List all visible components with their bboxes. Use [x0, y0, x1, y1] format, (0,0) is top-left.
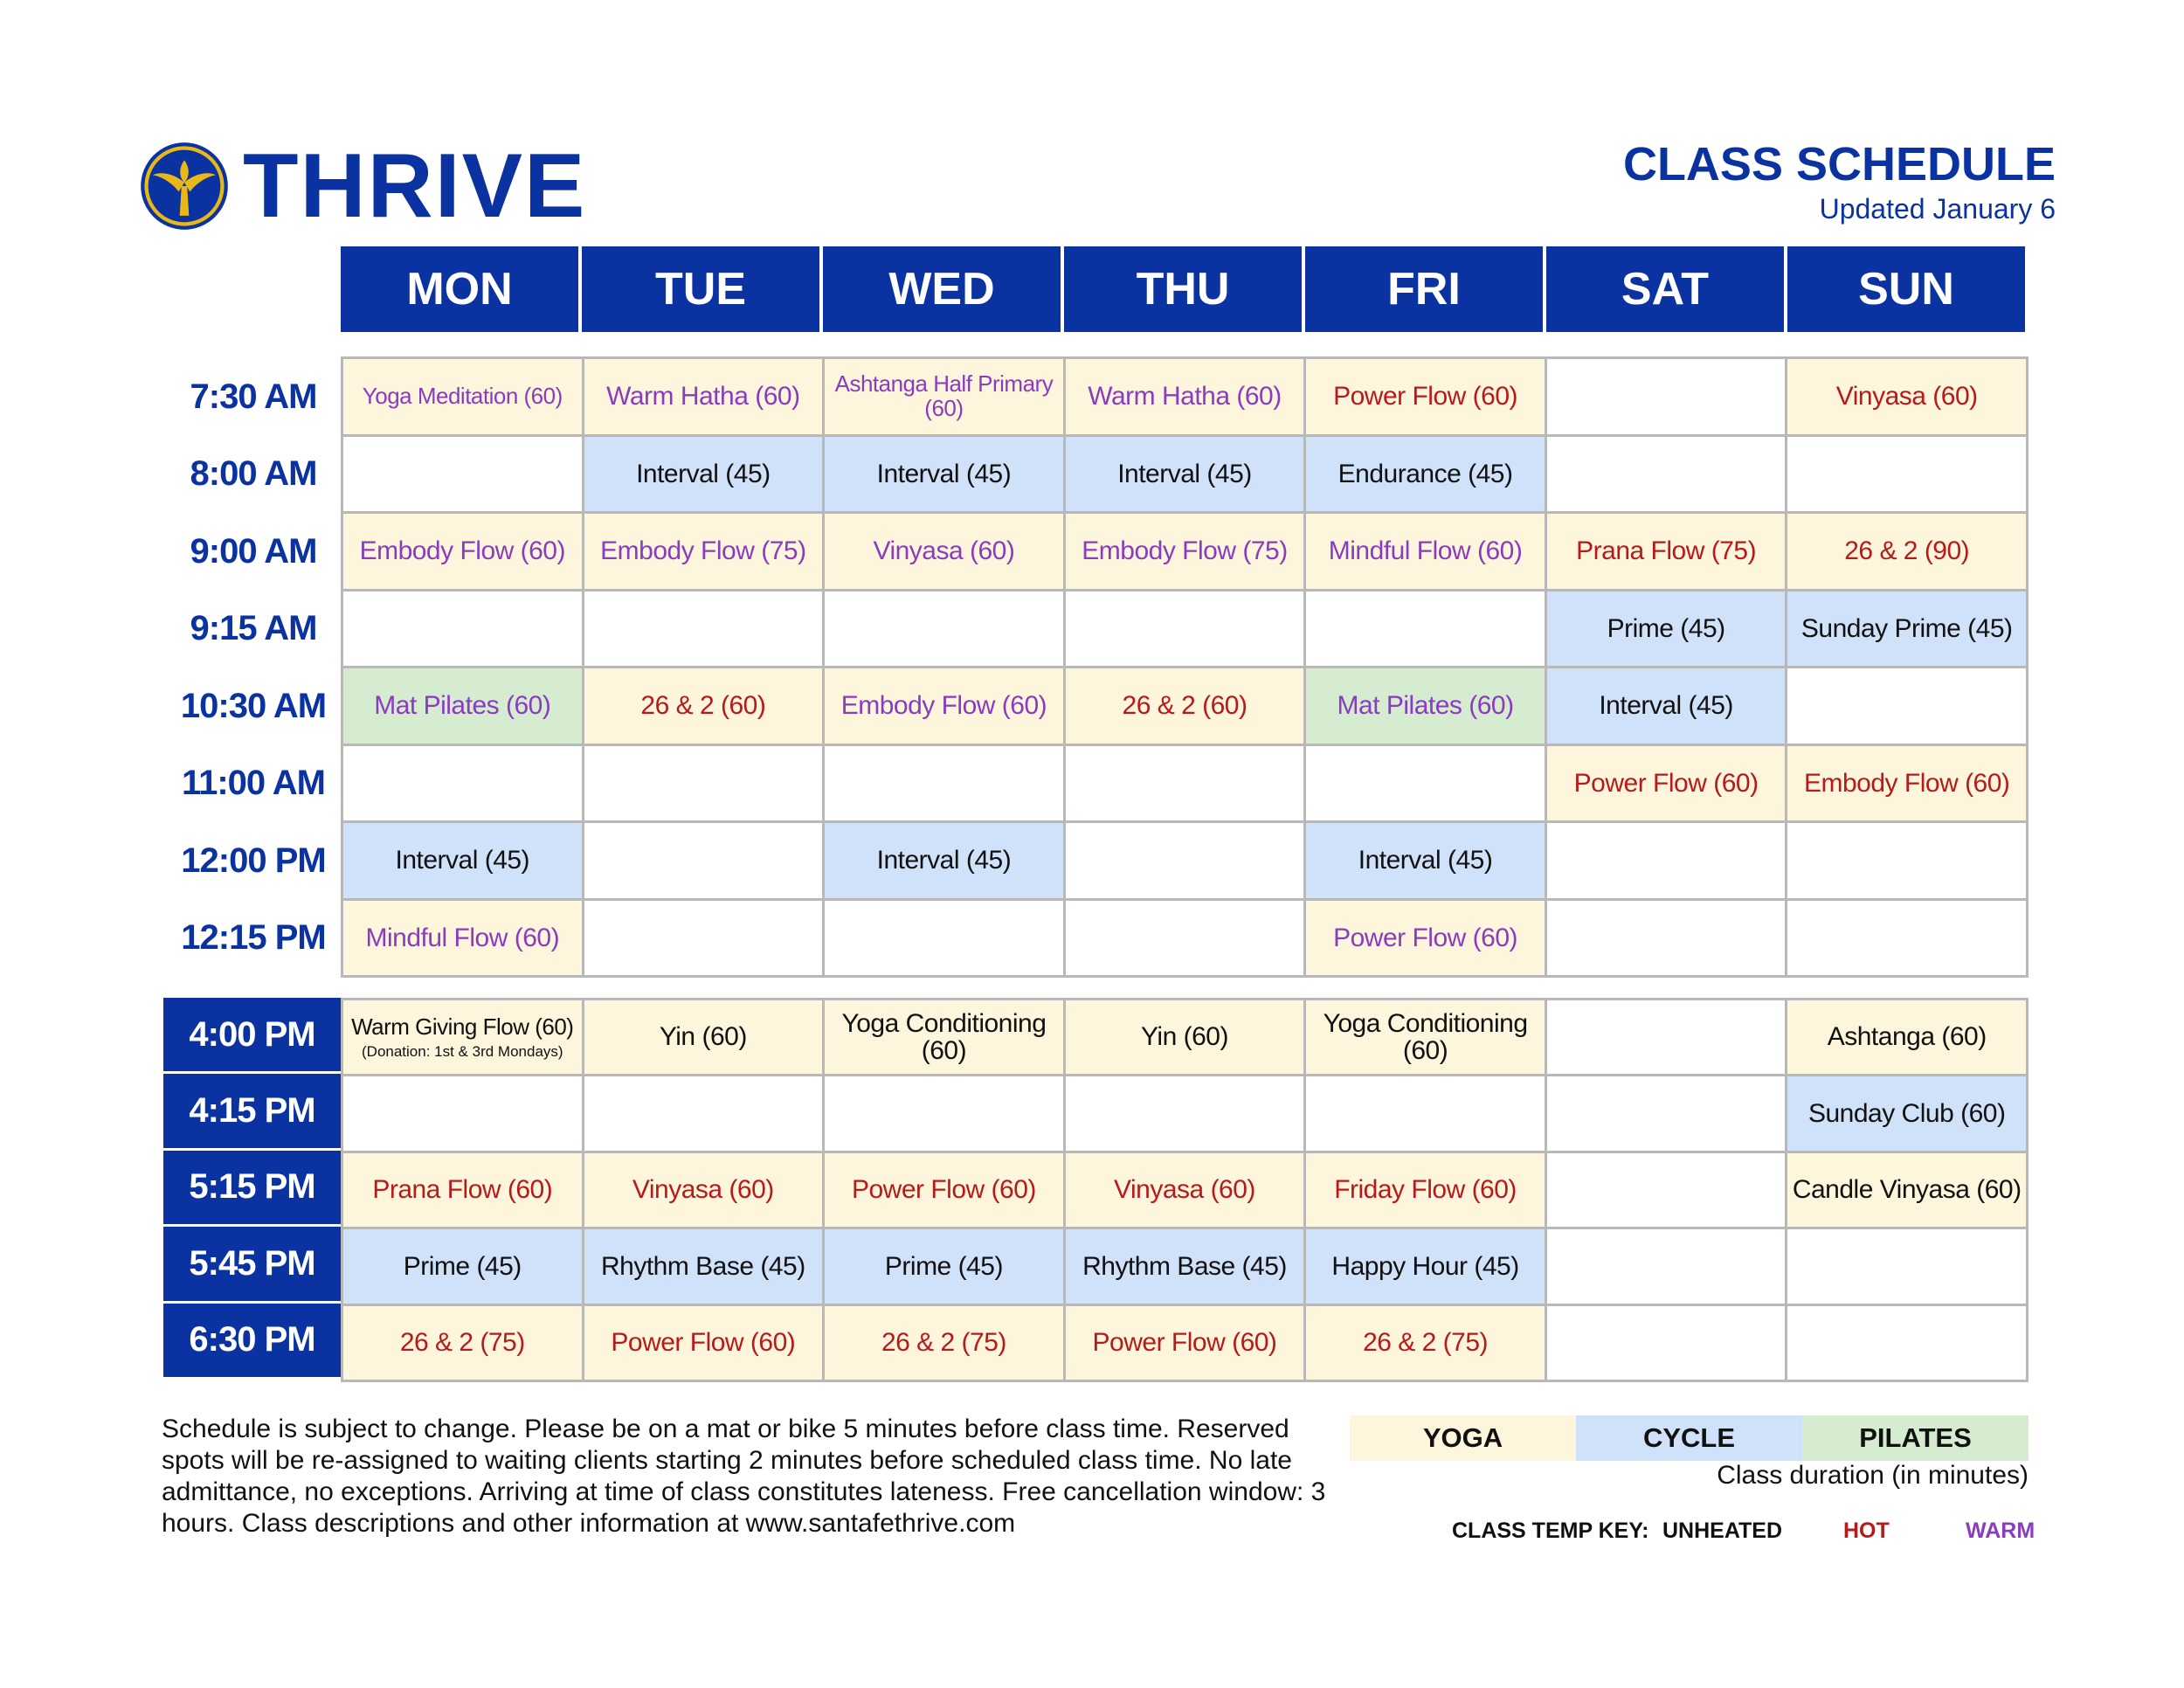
- class-name: Mat Pilates (60): [1337, 691, 1514, 720]
- class-name: Prime (45): [884, 1251, 1003, 1281]
- empty-cell: [825, 591, 1066, 669]
- empty-cell: [1787, 1306, 2028, 1382]
- class-name: Mindful Flow (60): [365, 923, 560, 952]
- empty-cell: [584, 591, 826, 669]
- class-cell: [343, 901, 584, 979]
- class-name: Interval (45): [876, 459, 1012, 488]
- class-cell: [584, 1000, 826, 1076]
- time-label: 11:00 AM: [182, 764, 325, 802]
- class-type-legend: [1350, 1415, 2028, 1461]
- empty-cell: [1547, 1000, 1788, 1076]
- class-name: 26 & 2 (60): [640, 691, 766, 720]
- class-name: Mindful Flow (60): [1328, 536, 1523, 565]
- empty-cell: [1787, 1229, 2028, 1305]
- schedule-policy-note: Schedule is subject to change. Please be on a mat or bike 5 minutes before class time. Reserved spots will be re-assigned to waiting clients starting 2 minutes before scheduled class time. No late admittance, no exceptions. Arriving at time of class constitutes lateness. Free cancellation window: 3 hours. Class descriptions and other information at www.santafethrive.com: [162, 1415, 1326, 1538]
- class-cell: [584, 1306, 826, 1382]
- empty-cell: [1306, 1076, 1547, 1152]
- temp-key-hot: HOT: [1843, 1519, 1890, 1543]
- class-name: Vinyasa (60): [1114, 1175, 1255, 1205]
- class-cell: [584, 437, 826, 515]
- class-name: 26 & 2 (75): [1363, 1328, 1489, 1357]
- class-cell: [1787, 1153, 2028, 1229]
- class-cell: [1787, 514, 2028, 591]
- brand-name: THRIVE: [243, 135, 587, 237]
- class-name: Yoga Meditation (60): [362, 383, 563, 410]
- empty-cell: [584, 1076, 826, 1152]
- class-name: Friday Flow (60): [1334, 1175, 1517, 1205]
- class-cell: [1306, 1153, 1547, 1229]
- empty-cell: [1066, 823, 1307, 901]
- empty-cell: [1306, 746, 1547, 824]
- empty-cell: [1066, 591, 1307, 669]
- class-name: Yoga Conditioning (60): [1323, 1008, 1528, 1066]
- class-name: Vinyasa (60): [632, 1175, 774, 1205]
- duration-note: Class duration (in minutes): [1717, 1461, 2028, 1490]
- class-name: Interval (45): [1599, 691, 1733, 720]
- class-cell: [825, 1306, 1066, 1382]
- empty-cell: [1547, 823, 1788, 901]
- class-cell: [584, 1229, 826, 1305]
- time-label: 9:00 AM: [190, 531, 317, 571]
- schedule-header: [1623, 140, 2056, 225]
- class-name: Embody Flow (60): [840, 691, 1047, 720]
- evening-schedule-grid: [341, 998, 2028, 1382]
- class-cell: [1306, 823, 1547, 901]
- class-cell: [343, 668, 584, 746]
- legend-cycle: CYCLE: [1576, 1415, 1802, 1461]
- class-cell: [825, 1000, 1066, 1076]
- class-name: Power Flow (60): [1092, 1328, 1277, 1357]
- class-name: Candle Vinyasa (60): [1792, 1175, 2022, 1205]
- empty-cell: [584, 746, 826, 824]
- class-cell: [1787, 1076, 2028, 1152]
- class-cell: [1066, 359, 1307, 437]
- class-name: Power Flow (60): [1333, 382, 1518, 411]
- class-cell: [1066, 1306, 1307, 1382]
- empty-cell: [1547, 901, 1788, 979]
- class-name: Rhythm Base (45): [600, 1251, 805, 1281]
- class-name: Interval (45): [876, 846, 1012, 875]
- class-cell: [1547, 668, 1788, 746]
- class-cell: [825, 514, 1066, 591]
- class-cell: [1066, 514, 1307, 591]
- empty-cell: [1547, 1153, 1788, 1229]
- empty-cell: [825, 901, 1066, 979]
- class-name: Vinyasa (60): [1835, 382, 1978, 411]
- class-cell: [584, 1153, 826, 1229]
- class-name: Vinyasa (60): [873, 536, 1015, 565]
- empty-cell: [1547, 359, 1788, 437]
- empty-cell: [584, 901, 826, 979]
- class-name: 26 & 2 (75): [399, 1328, 525, 1357]
- empty-cell: [1066, 746, 1307, 824]
- class-name: Power Flow (60): [851, 1175, 1036, 1205]
- day-header-mon: MON: [341, 246, 582, 332]
- day-header-thu: THU: [1064, 246, 1305, 332]
- temp-key-warm: WARM: [1966, 1519, 2035, 1543]
- empty-cell: [825, 746, 1066, 824]
- class-cell: [1306, 359, 1547, 437]
- class-cell: [343, 823, 584, 901]
- empty-cell: [1066, 901, 1307, 979]
- class-name: Power Flow (60): [1333, 923, 1518, 952]
- class-cell: [584, 359, 826, 437]
- empty-cell: [1547, 437, 1788, 515]
- class-name: Mat Pilates (60): [374, 691, 551, 720]
- class-cell: [1066, 1000, 1307, 1076]
- class-cell: [825, 437, 1066, 515]
- class-name: Endurance (45): [1337, 459, 1513, 488]
- time-label-evening: 5:45 PM: [163, 1227, 341, 1303]
- day-header-sat: SAT: [1546, 246, 1787, 332]
- class-cell: [1306, 514, 1547, 591]
- class-name: Power Flow (60): [611, 1328, 796, 1357]
- class-name: Yoga Conditioning (60): [841, 1008, 1047, 1066]
- empty-cell: [1787, 901, 2028, 979]
- class-name: Prime (45): [403, 1251, 522, 1281]
- class-name: Happy Hour (45): [1331, 1251, 1519, 1281]
- legend-yoga: YOGA: [1350, 1415, 1576, 1461]
- class-name: Warm Giving Flow (60): [351, 1013, 574, 1040]
- class-cell: [825, 823, 1066, 901]
- time-label: 10:30 AM: [180, 686, 327, 725]
- time-label: 7:30 AM: [190, 377, 317, 416]
- empty-cell: [825, 1076, 1066, 1152]
- class-cell: [1306, 901, 1547, 979]
- class-cell: [1066, 668, 1307, 746]
- class-cell: [1306, 668, 1547, 746]
- class-cell: [1787, 1000, 2028, 1076]
- class-name: Power Flow (60): [1573, 768, 1759, 798]
- temp-key-unheated: UNHEATED: [1662, 1519, 1783, 1543]
- class-name: Prime (45): [1607, 613, 1725, 643]
- class-name: Ashtanga Half Primary (60): [834, 370, 1054, 421]
- class-cell: [343, 1229, 584, 1305]
- class-name: Rhythm Base (45): [1082, 1251, 1287, 1281]
- time-label: 8:00 AM: [190, 454, 317, 493]
- class-name: Sunday Club (60): [1807, 1098, 2006, 1128]
- class-name: Embody Flow (75): [600, 536, 806, 565]
- class-cell: [343, 1153, 584, 1229]
- class-name: Ashtanga (60): [1827, 1022, 1987, 1052]
- class-cell: [584, 668, 826, 746]
- class-name: 26 & 2 (60): [1122, 691, 1248, 720]
- class-name: Yin (60): [1141, 1022, 1228, 1052]
- brand-logo: [138, 135, 587, 237]
- time-label-evening: 6:30 PM: [163, 1304, 341, 1380]
- class-name: Prana Flow (75): [1576, 536, 1757, 565]
- class-name: Interval (45): [1117, 459, 1252, 488]
- time-label-evening: 4:00 PM: [163, 998, 341, 1074]
- day-header-wed: WED: [823, 246, 1064, 332]
- empty-cell: [1787, 437, 2028, 515]
- class-name: Embody Flow (60): [1804, 768, 2010, 798]
- class-cell: [1066, 437, 1307, 515]
- class-cell: [343, 514, 584, 591]
- class-name: Embody Flow (60): [359, 536, 565, 565]
- class-note: (Donation: 1st & 3rd Mondays): [362, 1042, 563, 1060]
- class-cell: [1066, 1229, 1307, 1305]
- time-label-evening: 5:15 PM: [163, 1151, 341, 1227]
- day-header-tue: TUE: [582, 246, 823, 332]
- empty-cell: [1787, 668, 2028, 746]
- temp-key-label: CLASS TEMP KEY:: [1452, 1519, 1649, 1543]
- day-header-fri: FRI: [1305, 246, 1546, 332]
- class-name: Prana Flow (60): [372, 1175, 553, 1205]
- class-cell: [1547, 746, 1788, 824]
- class-cell: [1787, 746, 2028, 824]
- empty-cell: [1306, 591, 1547, 669]
- class-name: Warm Hatha (60): [1088, 382, 1282, 411]
- class-cell: [1066, 1153, 1307, 1229]
- class-cell: [1306, 1000, 1547, 1076]
- class-cell: [343, 359, 584, 437]
- class-cell: [825, 668, 1066, 746]
- class-name: Interval (45): [1358, 846, 1493, 875]
- class-cell: [1547, 591, 1788, 669]
- time-label-evening: 4:15 PM: [163, 1074, 341, 1150]
- class-name: 26 & 2 (90): [1844, 536, 1970, 565]
- class-cell: [1787, 359, 2028, 437]
- empty-cell: [1547, 1229, 1788, 1305]
- class-name: Yin (60): [659, 1022, 747, 1052]
- time-label: 9:15 AM: [190, 609, 317, 647]
- class-cell: [825, 359, 1066, 437]
- morning-schedule-grid: [341, 356, 2028, 978]
- class-cell: [1787, 591, 2028, 669]
- class-cell: [825, 1229, 1066, 1305]
- updated-date: Updated January 6: [1819, 192, 2056, 225]
- class-cell: [343, 1000, 584, 1076]
- class-cell: [343, 1306, 584, 1382]
- class-cell: [1306, 1306, 1547, 1382]
- empty-cell: [343, 1076, 584, 1152]
- class-name: Interval (45): [395, 846, 530, 875]
- day-header-sun: SUN: [1787, 246, 2028, 332]
- empty-cell: [1787, 823, 2028, 901]
- legend-pilates: PILATES: [1802, 1415, 2028, 1461]
- empty-cell: [584, 823, 826, 901]
- class-name: Sunday Prime (45): [1800, 613, 2013, 643]
- class-cell: [1547, 514, 1788, 591]
- page-title: CLASS SCHEDULE: [1622, 138, 2056, 190]
- empty-cell: [1547, 1076, 1788, 1152]
- empty-cell: [1066, 1076, 1307, 1152]
- time-label: 12:00 PM: [181, 841, 326, 880]
- empty-cell: [343, 437, 584, 515]
- class-name: Warm Hatha (60): [606, 382, 800, 411]
- class-cell: [584, 514, 826, 591]
- class-cell: [825, 1153, 1066, 1229]
- time-label: 12:15 PM: [181, 918, 326, 957]
- empty-cell: [343, 591, 584, 669]
- class-name: Embody Flow (75): [1082, 536, 1288, 565]
- empty-cell: [1547, 1306, 1788, 1382]
- class-cell: [1306, 437, 1547, 515]
- class-name: Interval (45): [636, 459, 771, 488]
- class-name: 26 & 2 (75): [881, 1328, 1006, 1357]
- empty-cell: [343, 746, 584, 824]
- class-cell: [1306, 1229, 1547, 1305]
- thrive-logo-icon: [138, 140, 231, 232]
